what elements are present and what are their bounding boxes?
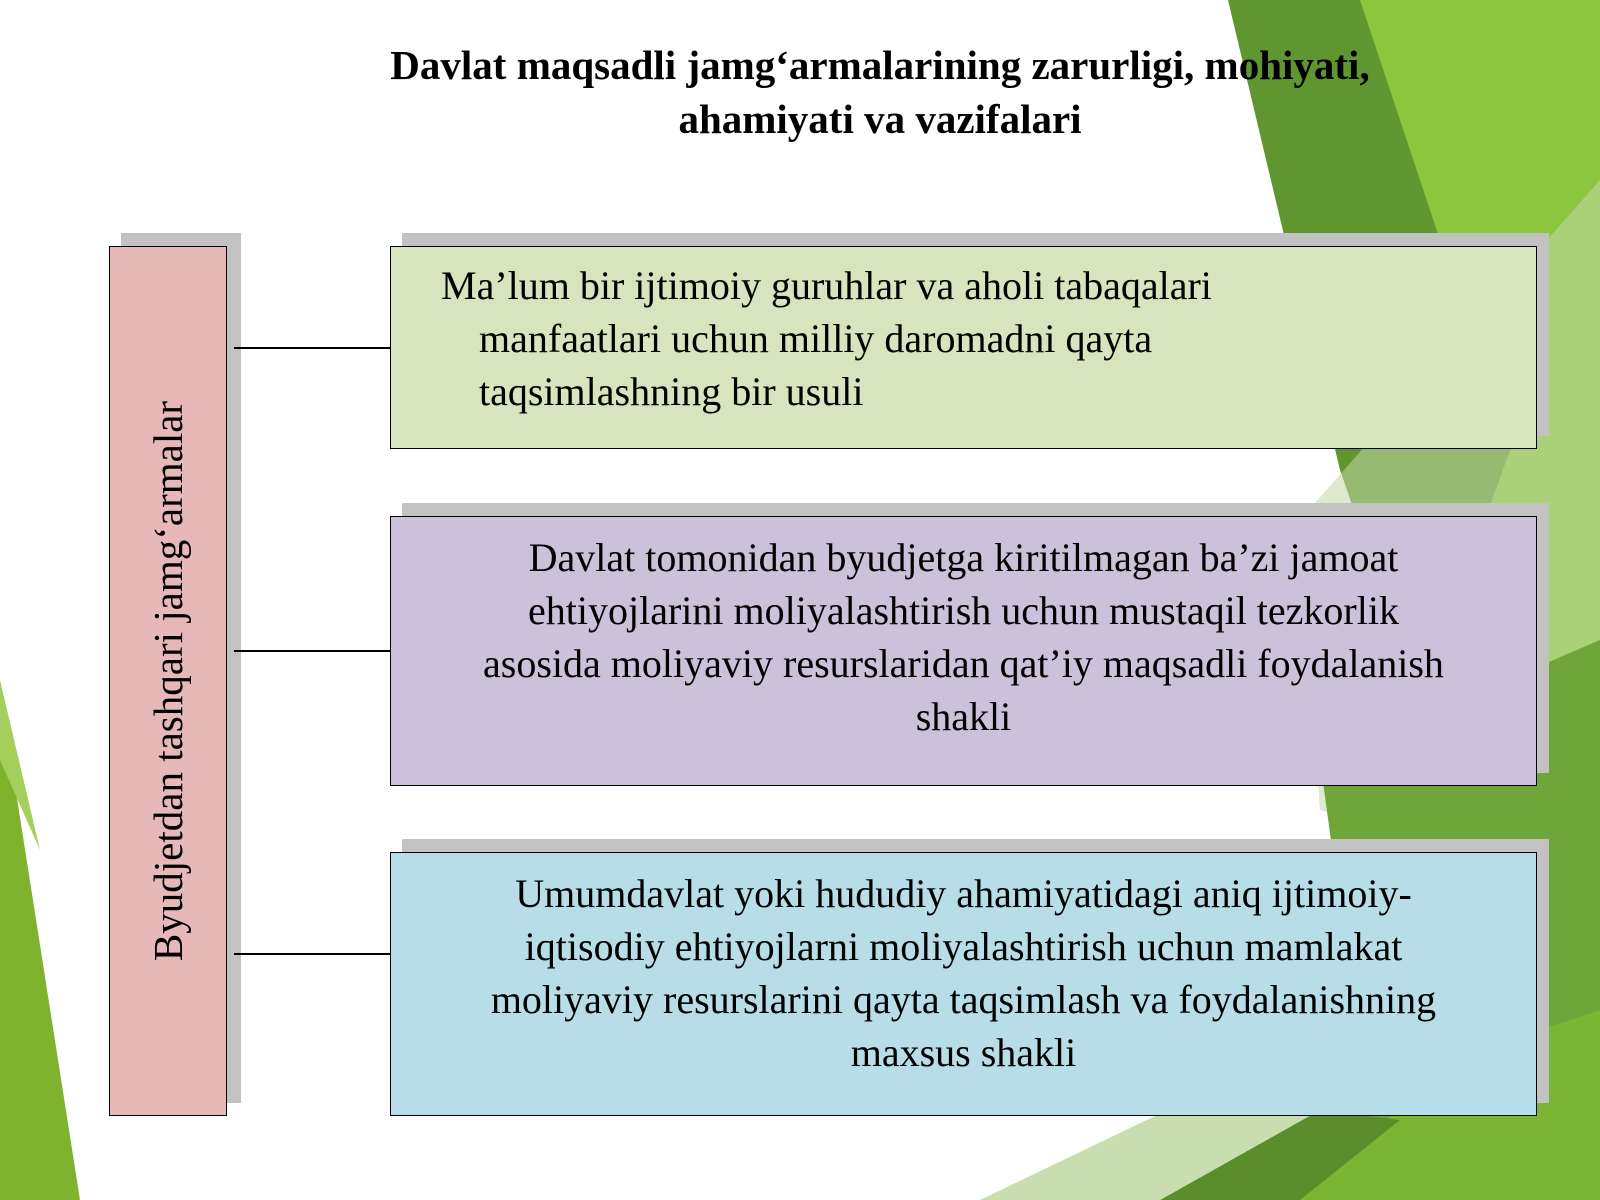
branch-3-line: moliyaviy resurslarini qayta taqsimlash va foydalanishning xyxy=(490,977,1437,1022)
root-label: Byudjetdan tashqari jamg‘armalar xyxy=(145,400,191,962)
branch-2-line: shakli xyxy=(915,694,1012,739)
branch-3-line: Umumdavlat yoki hududiy ahamiyatidagi aniq ijtimoiy- xyxy=(515,871,1412,916)
branch-1-text xyxy=(441,259,1491,418)
root-box xyxy=(109,246,227,1116)
branch-2-line: ehtiyojlarini moliyalashtirish uchun mustaqil tezkorlik xyxy=(528,588,1399,633)
title-line-2: ahamiyati va vazifalari xyxy=(678,96,1082,142)
branch-2-text xyxy=(411,531,1516,743)
branch-3-line: iqtisodiy ehtiyojlarni moliyalashtirish uchun mamlakat xyxy=(524,924,1403,969)
title-line-1: Davlat maqsadli jamg‘armalarining zarurligi, mohiyati, xyxy=(390,42,1370,88)
branch-box-2 xyxy=(390,516,1537,786)
branch-1-line: manfaatlari uchun milliy daromadni qayta xyxy=(479,316,1153,361)
branch-3-line: maxsus shakli xyxy=(850,1030,1077,1075)
slide-title xyxy=(280,38,1480,146)
branch-2-line: asosida moliyaviy resurslaridan qat’iy maqsadli foydalanish xyxy=(483,641,1444,686)
branch-1-line: Ma’lum bir ijtimoiy guruhlar va aholi tabaqalari xyxy=(441,263,1212,308)
branch-box-1 xyxy=(390,246,1537,449)
connector-line-3 xyxy=(234,953,390,955)
branch-1-line: taqsimlashning bir usuli xyxy=(479,369,864,414)
connector-line-1 xyxy=(234,347,390,349)
branch-3-text xyxy=(411,867,1516,1079)
connector-line-2 xyxy=(234,650,390,652)
branch-2-line: Davlat tomonidan byudjetga kiritilmagan ba’zi jamoat xyxy=(528,535,1399,580)
branch-box-3 xyxy=(390,852,1537,1116)
